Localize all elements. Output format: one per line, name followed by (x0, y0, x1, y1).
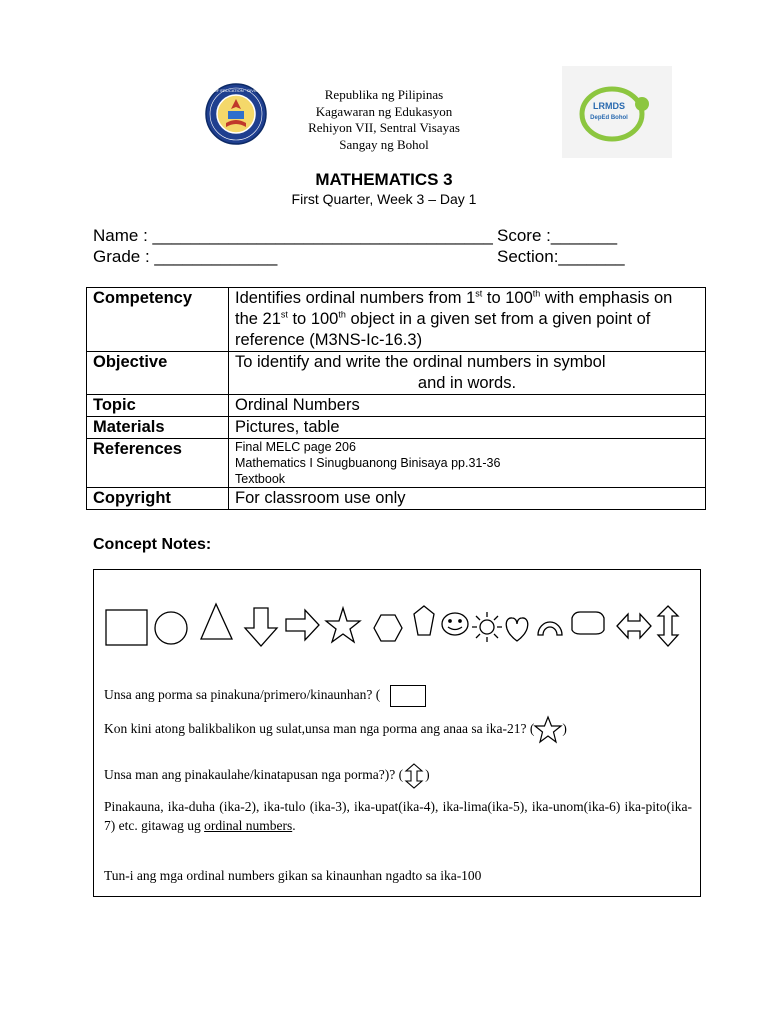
page-subtitle: First Quarter, Week 3 – Day 1 (291, 191, 477, 207)
star-icon (326, 608, 360, 642)
smiley-icon (442, 613, 468, 635)
sun-icon (472, 612, 502, 642)
lrmds-logo (562, 66, 672, 158)
table-row-competency (87, 288, 706, 352)
reference-item: Final MELC page 206 (235, 440, 356, 454)
reference-item: Textbook (235, 472, 286, 486)
arch-icon (538, 622, 562, 635)
sup-th-2: th (338, 309, 346, 320)
triangle-icon (201, 604, 232, 639)
score-field[interactable]: Score :_______ (497, 226, 618, 245)
table-row-objective (87, 352, 706, 395)
references-label: References (87, 439, 229, 488)
sup-st-2: st (280, 309, 288, 320)
question-2-text: Kon kini atong balikbalikon ug sulat,unsa man nga porma ang anaa sa ika-21? ( (104, 721, 535, 737)
concept-notes-box (93, 569, 701, 897)
references-value (229, 439, 706, 488)
question-2-close: ) (562, 721, 567, 737)
header-lines (284, 87, 484, 153)
right-arrow-icon (286, 610, 319, 640)
rounded-rectangle-icon (572, 612, 604, 634)
instruction-text: Tun-i ang mga ordinal numbers gikan sa kinaunhan ngadto sa ika-100 (104, 868, 482, 883)
sup-th-1: th (532, 288, 541, 299)
competency-text-1: Identifies ordinal numbers from 1 (235, 289, 476, 307)
question-3-close: ) (425, 767, 430, 783)
square-icon (106, 610, 147, 645)
ordinal-explanation-end: . (292, 818, 296, 833)
competency-text-3: with emphasis on the 21 (235, 289, 673, 328)
seal-lettering: DEPARTMENT OF EDUCATION · DIVISION OF BOHOL (185, 88, 287, 93)
hexagon-icon (374, 615, 402, 641)
competency-text-2: to 100 (482, 289, 533, 307)
competency-text-5: object in a given set from a given point of reference (M3NS-Ic-16.3) (235, 310, 651, 349)
lrmds-logo-icon (562, 66, 672, 158)
copyright-label: Copyright (87, 488, 229, 510)
topic-value: Ordinal Numbers (229, 395, 706, 417)
square-answer-icon (390, 685, 426, 707)
header-line-division: Sangay ng Bohol (339, 136, 429, 152)
question-3 (104, 763, 430, 789)
table-row-topic (87, 395, 706, 417)
objective-line-2: and in words. (417, 374, 517, 392)
lrmds-sub-lettering: DepEd Bohol (590, 115, 628, 121)
left-right-arrow-icon (617, 614, 651, 638)
grade-field[interactable]: Grade : _____________ (93, 247, 278, 266)
competency-value (229, 288, 706, 352)
header-line-region: Rehiyon VII, Sentral Visayas (308, 120, 460, 135)
copyright-value: For classroom use only (229, 488, 706, 510)
shapes-row (102, 600, 702, 650)
heart-icon (506, 618, 528, 641)
competency-label: Competency (87, 288, 229, 352)
table-row-references (87, 439, 706, 488)
concept-notes-heading: Concept Notes: (93, 536, 212, 553)
up-down-arrow-answer-icon (403, 763, 425, 789)
table-row-materials (87, 417, 706, 439)
name-field[interactable]: Name : ____________________________________ (93, 226, 493, 245)
deped-seal-logo (185, 83, 287, 145)
header-line-country: Republika ng Pilipinas (324, 87, 444, 102)
question-1-text: Unsa ang porma sa pinakuna/primero/kinaunhan? ( (104, 687, 381, 703)
objective-label: Objective (87, 352, 229, 395)
down-arrow-icon (245, 608, 277, 646)
header-line-department: Kagawaran ng Edukasyon (315, 103, 453, 119)
section-field[interactable]: Section:_______ (497, 247, 625, 266)
lrmds-lettering: LRMDS (593, 101, 625, 111)
circle-icon (155, 612, 187, 644)
materials-value: Pictures, table (229, 417, 706, 439)
table-row-copyright (87, 488, 706, 510)
star-answer-icon (534, 716, 562, 744)
ordinal-explanation (104, 797, 692, 835)
page-title: MATHEMATICS 3 (315, 170, 453, 189)
objective-value (229, 352, 706, 395)
objective-line-1: To identify and write the ordinal numbers in symbol (235, 353, 606, 371)
topic-label: Topic (87, 395, 229, 417)
ordinal-explanation-text: Pinakauna, ika-duha (ika-2), ika-tulo (ika-3), ika-upat(ika-4), ika-lima(ika-5), ika-unom(ika-6) ika-pito(ika-7) etc. gitawag ug (104, 799, 692, 833)
question-2 (104, 716, 567, 744)
up-down-arrow-icon (658, 606, 678, 646)
reference-item: Mathematics I Sinugbuanong Binisaya pp.31-36 (235, 456, 501, 470)
competency-text-4: to 100 (287, 310, 339, 328)
materials-label: Materials (87, 417, 229, 439)
question-3-text: Unsa man ang pinakaulahe/kinatapusan nga porma?)? ( (104, 767, 404, 783)
ordinal-numbers-term: ordinal numbers (204, 818, 293, 833)
pentagon-icon (414, 606, 434, 635)
question-1 (104, 685, 426, 707)
lesson-info-table (86, 287, 706, 510)
sup-st-1: st (475, 288, 483, 299)
deped-division-seal-icon (185, 83, 287, 145)
